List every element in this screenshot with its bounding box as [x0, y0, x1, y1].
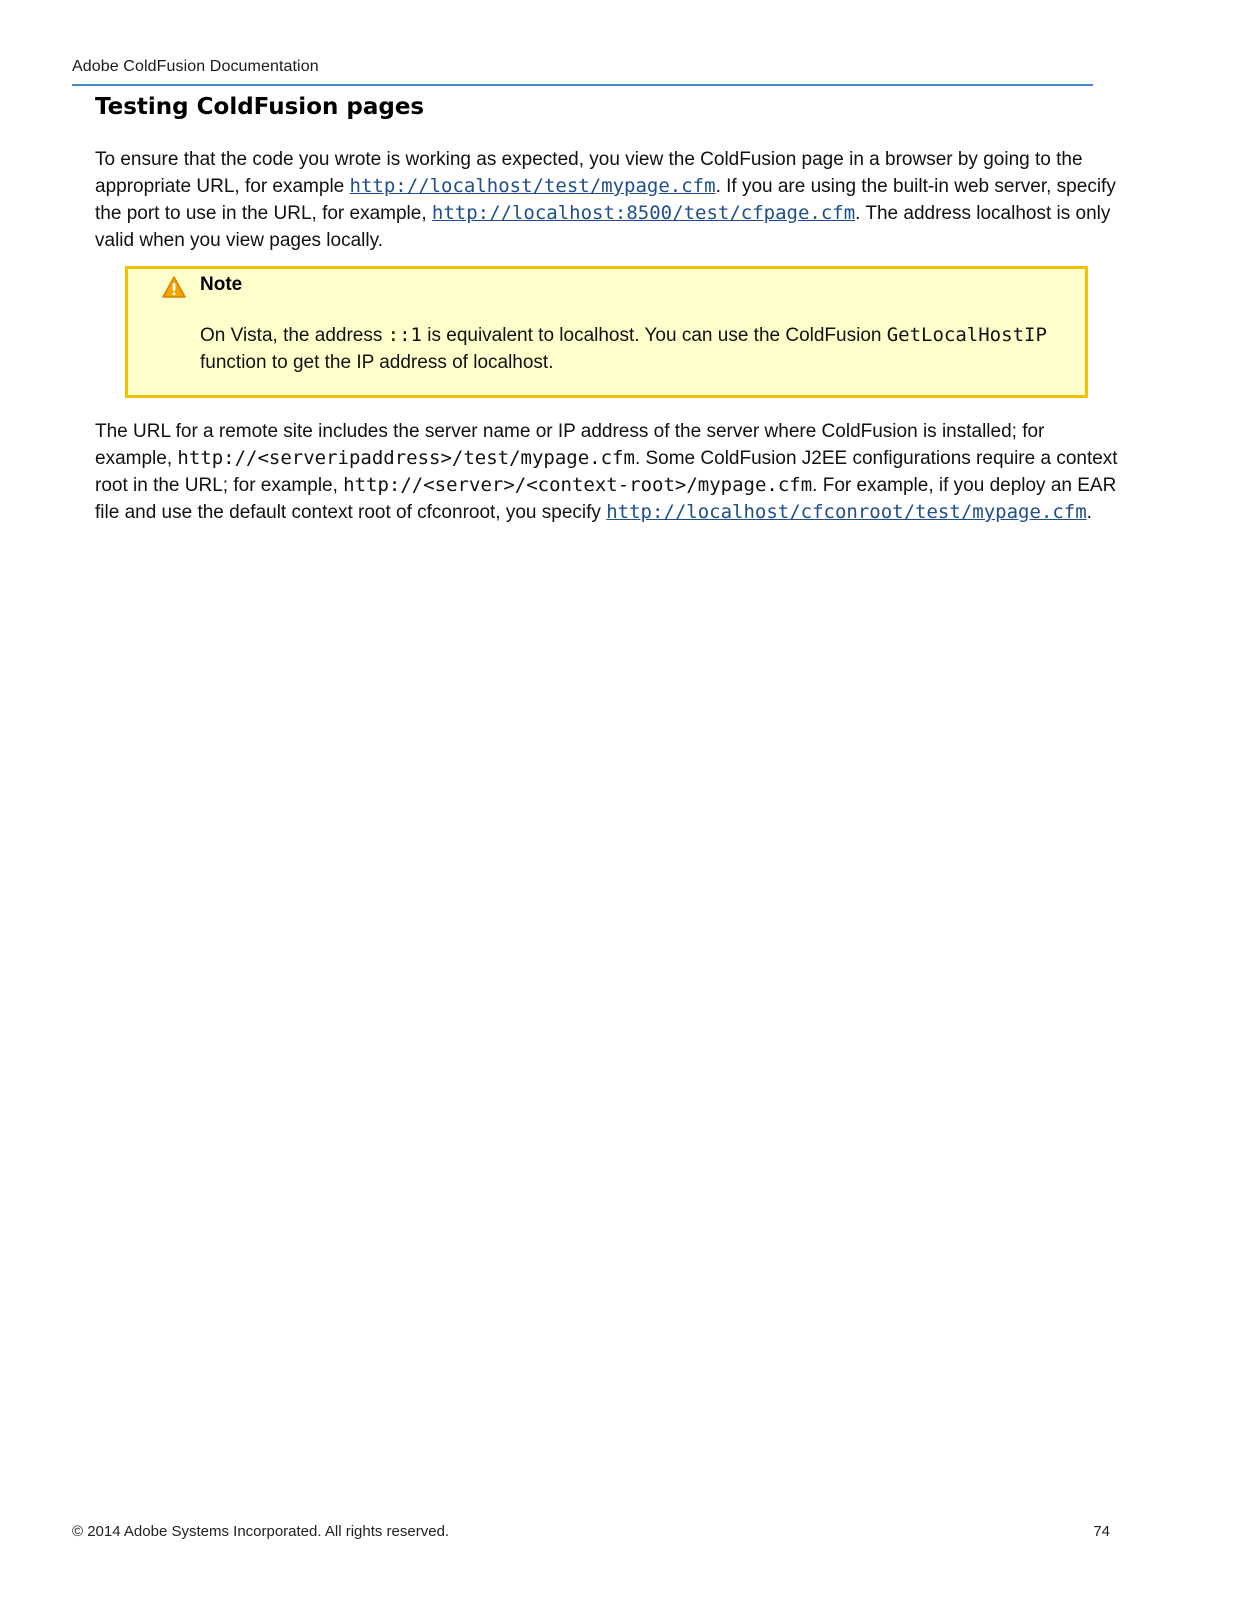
server-ip-url: http://<serveripaddress>/test/mypage.cfm [177, 447, 635, 469]
para2-text-3: . For example, if you deploy an EAR file and use the default context root of cfconroot, you specify [95, 475, 1117, 523]
localhost-test-link[interactable]: http://localhost/test/mypage.cfm [349, 175, 716, 197]
localhost-8500-link[interactable]: http://localhost:8500/test/cfpage.cfm [431, 202, 856, 224]
para2-text-4: . [1086, 502, 1092, 523]
para1-text-2: . If you are using the built-in web server, specify the port to use in the URL, for example, [95, 176, 1116, 224]
intro-paragraph [95, 146, 1125, 254]
context-root-url: http://<server>/<context-root>/mypage.cfm [343, 474, 813, 496]
running-header: Adobe ColdFusion Documentation [72, 58, 319, 75]
note-text-2: is equivalent to localhost. You can use the ColdFusion [421, 325, 887, 346]
warning-icon [162, 276, 186, 298]
note-code-ipv6: ::1 [387, 324, 422, 346]
remote-site-paragraph [95, 418, 1125, 526]
note-body [200, 322, 1060, 376]
cfconroot-link[interactable]: http://localhost/cfconroot/test/mypage.cfm [606, 501, 1087, 523]
footer-copyright: © 2014 Adobe Systems Incorporated. All rights reserved. [72, 1523, 450, 1540]
note-title: Note [200, 274, 243, 295]
note-box [125, 266, 1088, 398]
para1-text-1: To ensure that the code you wrote is working as expected, you view the ColdFusion page in a browser by going to the appropriate URL, for example [95, 149, 1083, 197]
para1-text-3: . The address localhost is only valid when you view pages locally. [95, 203, 1111, 251]
header-rule [72, 84, 1093, 86]
para2-text-1: The URL for a remote site includes the server name or IP address of the server where ColdFusion is installed; for example, [95, 421, 1045, 469]
page-title: Testing ColdFusion pages [95, 94, 425, 120]
note-text-3: function to get the IP address of localhost. [200, 352, 554, 373]
note-code-function: GetLocalHostIP [886, 324, 1047, 346]
page-number: 74 [1093, 1523, 1110, 1540]
para2-text-2: . Some ColdFusion J2EE configurations require a context root in the URL; for example, [95, 448, 1118, 496]
note-text-1: On Vista, the address [200, 325, 388, 346]
